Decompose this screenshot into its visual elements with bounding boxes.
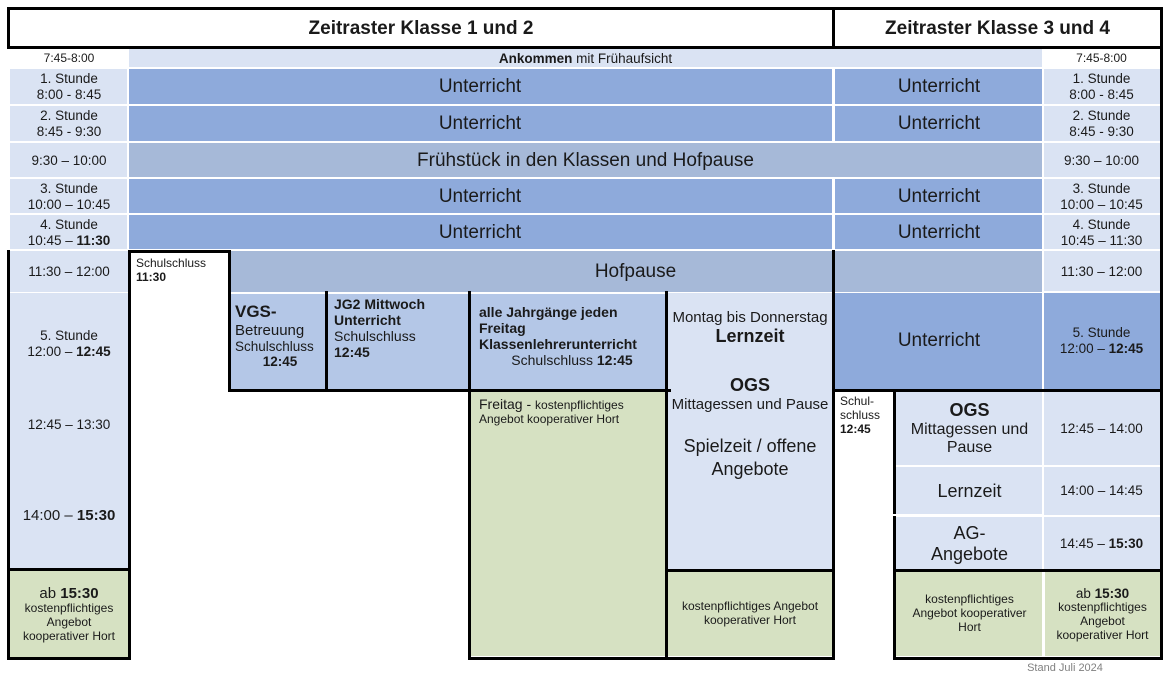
lernzeit-days: Montag bis Donnerstag	[672, 309, 828, 326]
stunde-4-label: 4. Stunde	[40, 216, 98, 232]
lernzeit-title: Lernzeit	[715, 326, 785, 347]
ogs-text-mid: Mittagessen und Pause	[671, 395, 829, 413]
schulschluss-time: 11:30	[136, 269, 167, 284]
time-stunde-3-right	[1043, 179, 1160, 214]
stunde-1-label: 1. Stunde	[40, 71, 98, 87]
jg2-end-time: 12:45	[334, 344, 370, 361]
lernzeit-right: Lernzeit	[896, 467, 1043, 515]
time-break-1-right: 9:30 – 10:00	[1043, 143, 1160, 178]
stunde-2-time: 8:45 - 9:30	[1069, 124, 1134, 139]
unterricht-3-right: Unterricht	[835, 179, 1043, 214]
unterricht-1-right: Unterricht	[835, 69, 1043, 105]
freitag-hort	[471, 392, 665, 656]
spielzeit: Spielzeit / offene Angebote	[683, 435, 817, 480]
time-stunde-5-right	[1043, 293, 1160, 389]
time-1400-left: 14:00 – 15:30	[22, 506, 116, 524]
hort-left	[10, 571, 128, 657]
alle-title: alle Jahrgänge jeden Freitag Klassenlehrerunterricht	[479, 304, 637, 353]
hort-mid: kostenpflichtiges Angebot kooperativer Hort	[668, 572, 832, 656]
freitag-text: Freitag - kostenpflichtiges Angebot kooperativer Hort	[479, 396, 624, 426]
jg2-end-label: Schulschluss	[334, 328, 416, 345]
jg2-mittwoch	[328, 294, 468, 389]
unterricht-1-left: Unterricht	[128, 69, 832, 105]
time-1245-right: 12:45 – 14:00	[1043, 392, 1160, 466]
schul-label: Schul-schluss	[840, 394, 881, 422]
time-break-2-right: 11:30 – 12:00	[1043, 251, 1160, 292]
title-klasse-1-2: Zeitraster Klasse 1 und 2	[10, 10, 832, 47]
stand-footer: Stand Juli 2024	[1027, 661, 1103, 674]
stunde-5-label: 5. Stunde	[1072, 325, 1131, 341]
stunde-4-time: 10:45 – 11:30	[27, 232, 111, 248]
stunde-3-time: 10:00 – 10:45	[27, 196, 111, 212]
title-klasse-3-4: Zeitraster Klasse 3 und 4	[835, 10, 1160, 47]
time-arrive-left: 7:45-8:00	[10, 49, 128, 68]
schulschluss-1130	[131, 253, 227, 658]
alle-end: Schulschluss 12:45	[511, 352, 633, 369]
stunde-4-label: 4. Stunde	[1072, 216, 1131, 232]
stunde-5-time: 12:00 – 12:45	[1059, 341, 1144, 356]
schulschluss-1245-right	[835, 391, 893, 657]
time-afternoon-left	[10, 293, 128, 570]
time-arrive-right: 7:45-8:00	[1043, 49, 1160, 68]
stunde-5-time: 12:00 – 12:45	[27, 343, 111, 359]
alle-jahrgaenge-freitag	[471, 294, 665, 389]
hort-right: kostenpflichtiges Angebot kooperativer Hort	[896, 572, 1043, 656]
stunde-1-time: 8:00 - 8:45	[1069, 87, 1134, 102]
stunde-1-label: 1. Stunde	[1072, 71, 1131, 87]
unterricht-5-label: Unterricht	[897, 330, 981, 352]
hort-far-right: ab 15:30 kostenpflichtiges Angebot kooperativer Hort	[1045, 572, 1160, 656]
unterricht-3-left: Unterricht	[128, 179, 832, 214]
time-stunde-2-right	[1043, 106, 1160, 142]
ogs-right	[896, 392, 1043, 466]
unterricht-2-right: Unterricht	[835, 106, 1043, 142]
lernzeit-ogs-column	[668, 293, 832, 571]
fruehstueck-row: Frühstück in den Klassen und Hofpause	[128, 143, 1043, 178]
schulschluss-label: Schulschluss	[136, 256, 207, 270]
stunde-5-label: 5. Stunde	[40, 328, 98, 343]
ogs-title-right: OGS	[949, 400, 990, 421]
vgs-title: VGS-	[235, 302, 277, 321]
unterricht-4-left: Unterricht	[128, 215, 832, 250]
stunde-3-time: 10:00 – 10:45	[1060, 196, 1143, 212]
time-stunde-4-right	[1043, 215, 1160, 250]
stunde-3-label: 3. Stunde	[40, 180, 98, 196]
ab-1530-left: ab 15:30	[39, 584, 99, 602]
unterricht-4-right: Unterricht	[835, 215, 1043, 250]
hort-left-text: kostenpflichtiges Angebot kooperativer Hort	[22, 600, 116, 643]
stunde-2-time: 8:45 - 9:30	[36, 124, 102, 139]
stunde-1-time: 8:00 - 8:45	[36, 87, 102, 102]
ag-angebote: AG-Angebote	[896, 517, 1043, 570]
time-1400-right: 14:00 – 14:45	[1043, 467, 1160, 515]
time-break-1-left: 9:30 – 10:00	[10, 143, 128, 178]
vgs-end-time: 12:45	[262, 354, 298, 370]
arrive-row	[128, 49, 1043, 68]
ogs-title-mid: OGS	[729, 374, 770, 395]
time-1245-left: 12:45 – 13:30	[27, 417, 111, 433]
schul-time: 12:45	[840, 421, 871, 436]
unterricht-2-left: Unterricht	[128, 106, 832, 142]
vgs-sub: Betreuung	[235, 321, 305, 339]
jg2-title: JG2 Mittwoch Unterricht	[334, 296, 426, 329]
stunde-2-label: 2. Stunde	[40, 108, 98, 124]
time-stunde-2-left	[10, 106, 128, 142]
vgs-betreuung	[231, 294, 325, 389]
vgs-end-label: Schulschluss	[235, 338, 314, 354]
stunde-3-label: 3. Stunde	[1072, 180, 1131, 196]
stunde-2-label: 2. Stunde	[1072, 108, 1131, 124]
time-stunde-1-right	[1043, 69, 1160, 105]
hort-far-right-text: kostenpflichtiges Angebot kooperativer Hort	[1056, 600, 1149, 642]
arrive-rest: mit Frühaufsicht	[572, 50, 673, 66]
arrive-bold: Ankommen	[498, 50, 573, 66]
time-break-2-left: 11:30 – 12:00	[10, 251, 128, 292]
time-stunde-3-left	[10, 179, 128, 214]
ogs-text-right: Mittagessen und Pause	[910, 420, 1029, 457]
time-1445-right: 14:45 – 15:30	[1043, 517, 1160, 570]
time-stunde-1-left	[10, 69, 128, 105]
stunde-4-time: 10:45 – 11:30	[1060, 232, 1143, 248]
time-stunde-4-left	[10, 215, 128, 250]
hofpause-row: Hofpause	[228, 251, 1043, 292]
